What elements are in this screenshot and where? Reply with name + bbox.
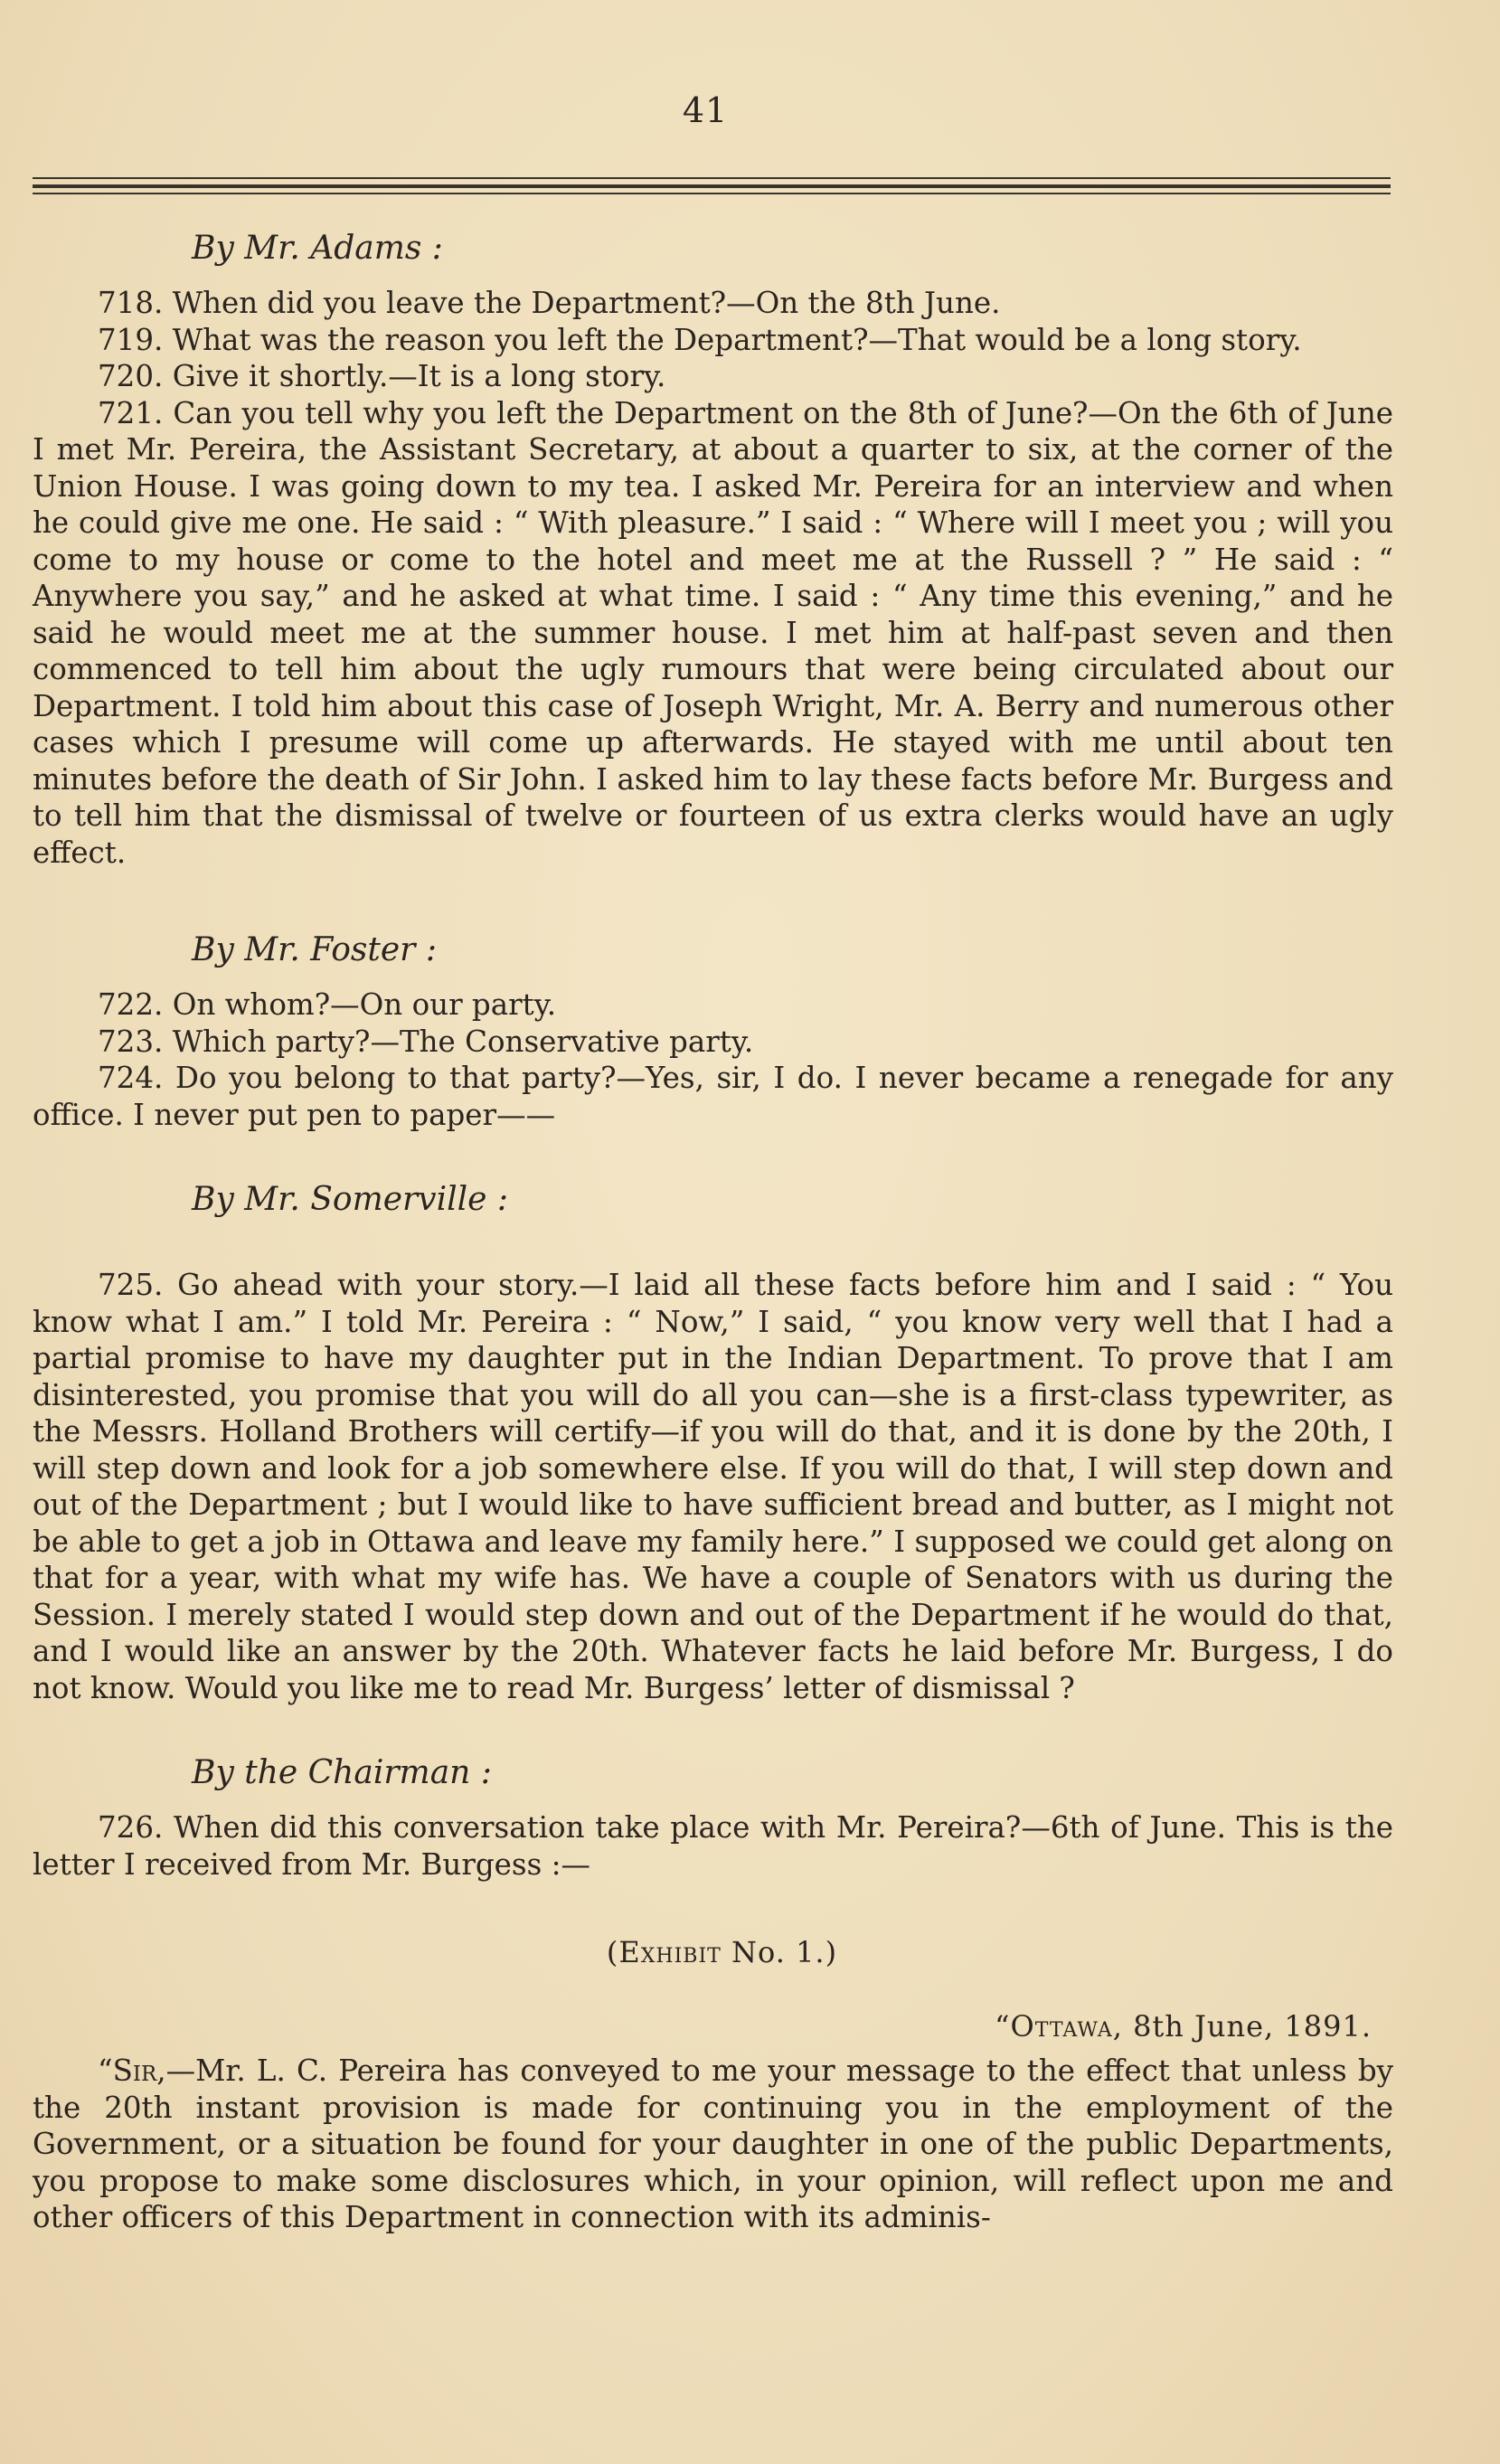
testimony-paragraph: 720. Give it shortly.—It is a long story. xyxy=(98,359,666,393)
section-heading-somerville: By Mr. Somerville : xyxy=(192,1181,508,1218)
testimony-paragraph: 721. Can you tell why you left the Department on the 8th of June?—On the 6th of June I met Mr. Pereira, the Assistant Secretary, at about a quarter to six, at the corner of the Union House. I was going down to my tea. I asked Mr. Pereira for an interview and when he could give me one. He said : “ With pleasure.” I said : “ Where will I meet you ; will you come to my house or come to the hotel and meet me at the Russell ? ” He said : “ Anywhere you say,” and he asked at what time. I said : “ Any time this evening,” and he said he would meet me at the summer house. I met him at half-past seven and then commenced to tell him about the ugly rumours that were being circulated about our Department. I told him about this case of Joseph Wright, Mr. A. Berry and numerous other cases which I presume will come up afterwards. He stayed with me until about ten minutes before the death of Sir John. I asked him to lay these facts before Mr. Burgess and to tell him that the dismissal of twelve or fourteen of us extra clerks would have an ugly effect. xyxy=(33,395,1393,870)
letter-salutation: “Sir, xyxy=(98,2053,166,2088)
section-heading-foster: By Mr. Foster : xyxy=(192,931,437,968)
testimony-paragraph: 722. On whom?—On our party. xyxy=(98,987,557,1022)
testimony-paragraph: 726. When did this conversation take place with Mr. Pereira?—6th of June. This is the letter I received from Mr. Burgess :— xyxy=(33,1810,1393,1882)
exhibit-label: (Exhibit No. 1.) xyxy=(606,1935,838,1969)
letter-dateline: “Ottawa, 8th June, 1891. xyxy=(995,2009,1372,2044)
header-rule-thick xyxy=(33,184,1391,188)
testimony-paragraph: 719. What was the reason you left the Department?—That would be a long story. xyxy=(98,322,1302,357)
header-rule-top xyxy=(33,177,1391,179)
letter-text: —Mr. L. C. Pereira has conveyed to me your message to the effect that unless by the 20th instant provision is made for continuing you in the employment of the Government, or a situation be found for your daughter in one of the public Departments, you propose to make some disclosures which, in your opinion, will reflect upon me and other officers of this Department in connection with its adminis- xyxy=(33,2053,1393,2234)
testimony-paragraph: 723. Which party?—The Conservative party. xyxy=(98,1024,754,1059)
section-heading-adams: By Mr. Adams : xyxy=(192,230,443,267)
testimony-paragraph: 724. Do you belong to that party?—Yes, sir, I do. I never became a renegade for any office. I never put pen to paper—— xyxy=(33,1061,1393,1132)
testimony-paragraph: 725. Go ahead with your story.—I laid all these facts before him and I said : “ You know what I am.” I told Mr. Pereira : “ Now,” I said, “ you know very well that I had a partial promise to have my daughter put in the Indian Department. To prove that I am disinterested, you promise that you will do all you can—she is a first-class typewriter, as the Messrs. Holland Brothers will certify—if you will do that, and it is done by the 20th, I will step down and look for a job somewhere else. If you will do that, I will step down and out of the Department ; but I would like to have sufficient bread and butter, as I might not be able to get a job in Ottawa and leave my family here.” I supposed we could get along on that for a year, with what my wife has. We have a couple of Senators with us during the Session. I merely stated I would step down and out of the Department if he would do that, and I would like an answer by the 20th. Whatever facts he laid before Mr. Burgess, I do not know. Would you like me to read Mr. Burgess’ letter of dismissal ? xyxy=(33,1268,1393,1705)
letter-body xyxy=(33,2053,1393,2236)
testimony-paragraph: 718. When did you leave the Department?—On the 8th June. xyxy=(98,286,1001,320)
header-rule-bottom xyxy=(33,193,1391,194)
page-number: 41 xyxy=(682,90,729,130)
page-body xyxy=(33,222,1393,2236)
section-heading-chairman: By the Chairman : xyxy=(192,1754,492,1791)
